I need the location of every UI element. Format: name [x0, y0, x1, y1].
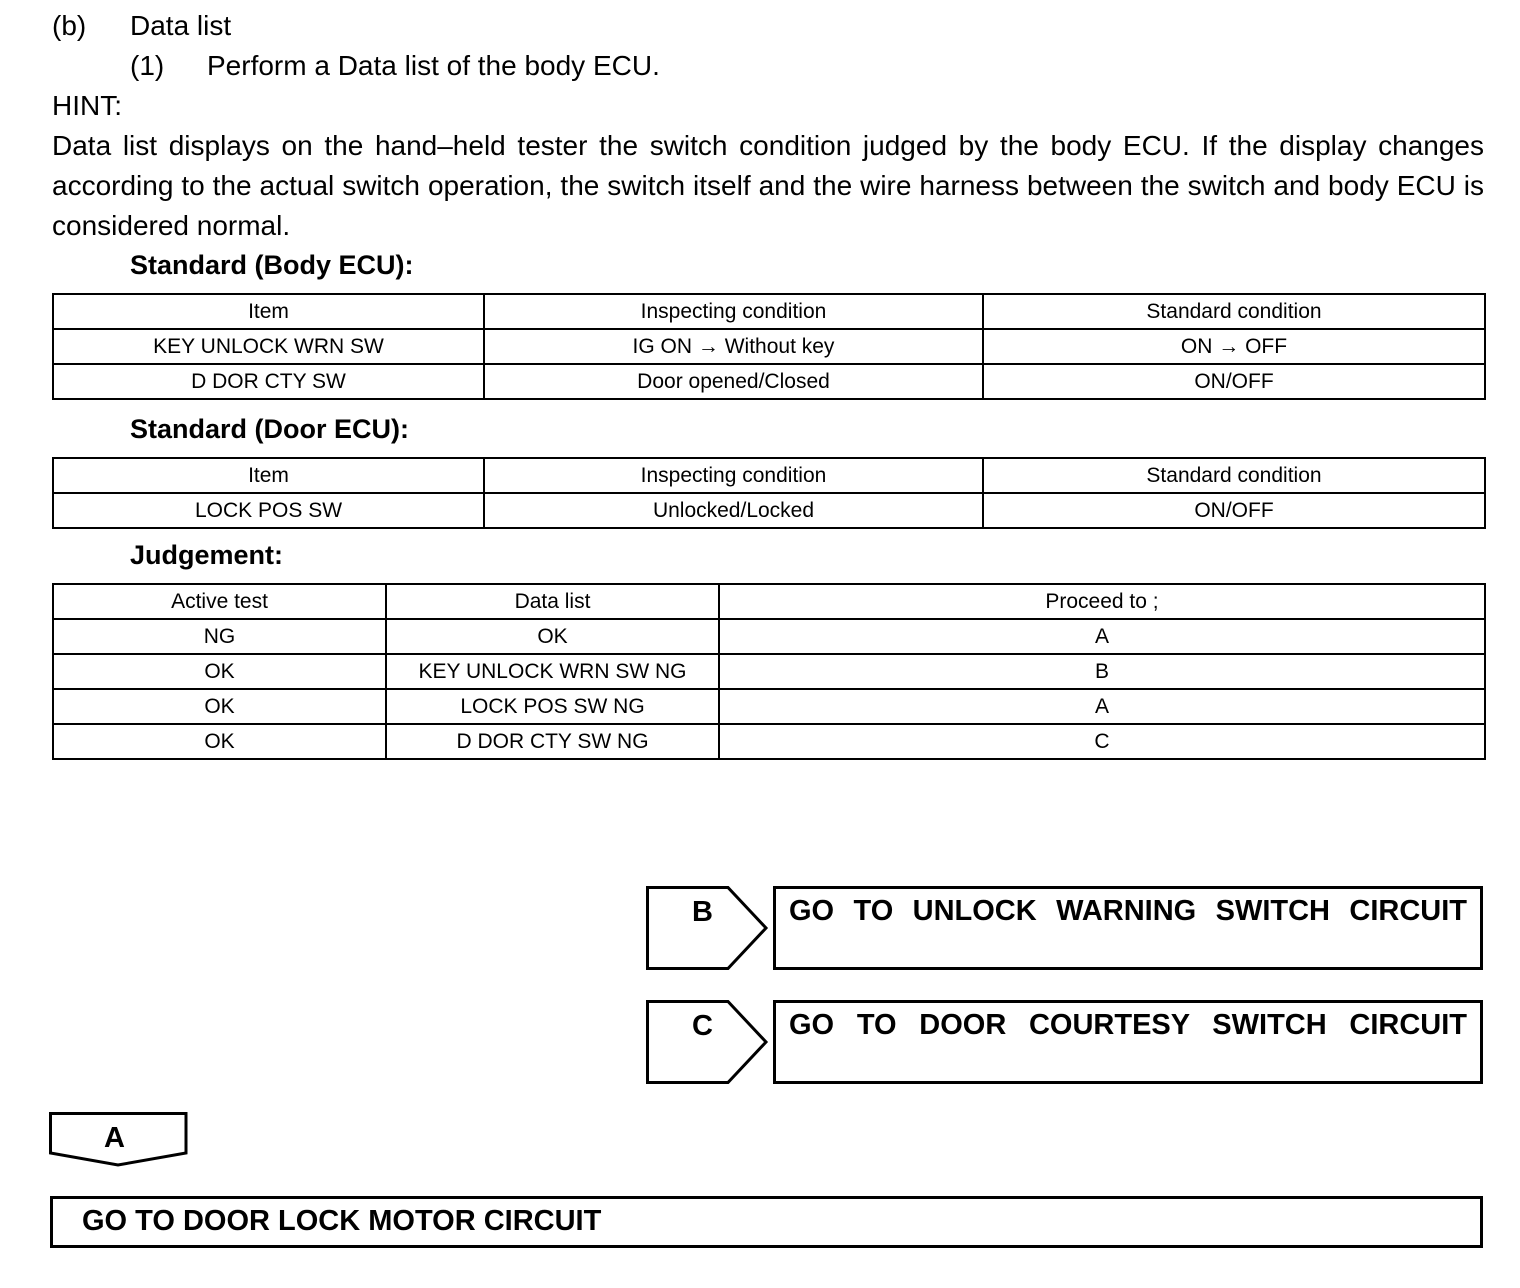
result-c-text: GO TO DOOR COURTESY SWITCH CIRCUIT — [789, 1009, 1467, 1041]
table-cell: OK — [53, 724, 386, 759]
table-cell: LOCK POS SW — [53, 493, 484, 528]
body-ecu-table — [52, 293, 1486, 400]
result-c-box — [773, 1000, 1483, 1084]
door-ecu-table — [52, 457, 1486, 529]
header-data-list: Data list — [386, 584, 719, 619]
table-cell: Unlocked/Locked — [484, 493, 983, 528]
result-a-tag-letter: A — [104, 1122, 125, 1154]
table-cell: A — [719, 689, 1485, 724]
table-cell: KEY UNLOCK WRN SW — [53, 329, 484, 364]
table-header-row — [53, 294, 1485, 329]
result-b-text: GO TO UNLOCK WARNING SWITCH CIRCUIT — [789, 895, 1467, 927]
table-cell: OK — [53, 689, 386, 724]
table-row — [53, 619, 1485, 654]
table-row — [53, 724, 1485, 759]
header-standard-condition: Standard condition — [983, 458, 1485, 493]
body-ecu-heading: Standard (Body ECU): — [130, 250, 414, 280]
table-cell: Door opened/Closed — [484, 364, 983, 399]
table-cell: OK — [53, 654, 386, 689]
table-cell: OK — [386, 619, 719, 654]
table-header-row — [53, 458, 1485, 493]
table-row — [53, 329, 1485, 364]
table-cell: D DOR CTY SW — [53, 364, 484, 399]
result-c-tag-letter: C — [692, 1010, 713, 1042]
header-active-test: Active test — [53, 584, 386, 619]
table-row — [53, 689, 1485, 724]
section-marker: (b) — [52, 10, 87, 41]
header-inspecting-condition: Inspecting condition — [484, 458, 983, 493]
table-row — [53, 654, 1485, 689]
header-inspecting-condition: Inspecting condition — [484, 294, 983, 329]
table-cell: IG ON → Without key — [484, 329, 983, 364]
table-cell: D DOR CTY SW NG — [386, 724, 719, 759]
table-cell: B — [719, 654, 1485, 689]
result-a-text: GO TO DOOR LOCK MOTOR CIRCUIT — [82, 1205, 602, 1237]
header-proceed-to: Proceed to ; — [719, 584, 1485, 619]
hint-label: HINT: — [52, 90, 122, 121]
hint-paragraph: Data list displays on the hand–held tester the switch condition judged by the body ECU. If the display changes according to the actual switch operation, the switch itself and the wire harness between the switch and body ECU is considered normal. — [52, 130, 1484, 241]
header-standard-condition: Standard condition — [983, 294, 1485, 329]
table-cell: LOCK POS SW NG — [386, 689, 719, 724]
table-cell: A — [719, 619, 1485, 654]
table-cell: NG — [53, 619, 386, 654]
header-item: Item — [53, 458, 484, 493]
judgement-table — [52, 583, 1486, 760]
table-cell: ON → OFF — [983, 329, 1485, 364]
door-ecu-heading: Standard (Door ECU): — [130, 414, 409, 444]
table-cell: ON/OFF — [983, 364, 1485, 399]
judgement-heading: Judgement: — [130, 540, 284, 570]
result-a-box — [50, 1196, 1483, 1248]
table-cell: ON/OFF — [983, 493, 1485, 528]
step-text: Perform a Data list of the body ECU. — [207, 50, 660, 81]
table-row — [53, 364, 1485, 399]
table-header-row — [53, 584, 1485, 619]
step-marker: (1) — [130, 50, 165, 81]
section-title: Data list — [130, 10, 232, 41]
result-b-box — [773, 886, 1483, 970]
table-cell: C — [719, 724, 1485, 759]
table-row — [53, 493, 1485, 528]
table-cell: KEY UNLOCK WRN SW NG — [386, 654, 719, 689]
result-b-tag-letter: B — [692, 896, 713, 928]
header-item: Item — [53, 294, 484, 329]
